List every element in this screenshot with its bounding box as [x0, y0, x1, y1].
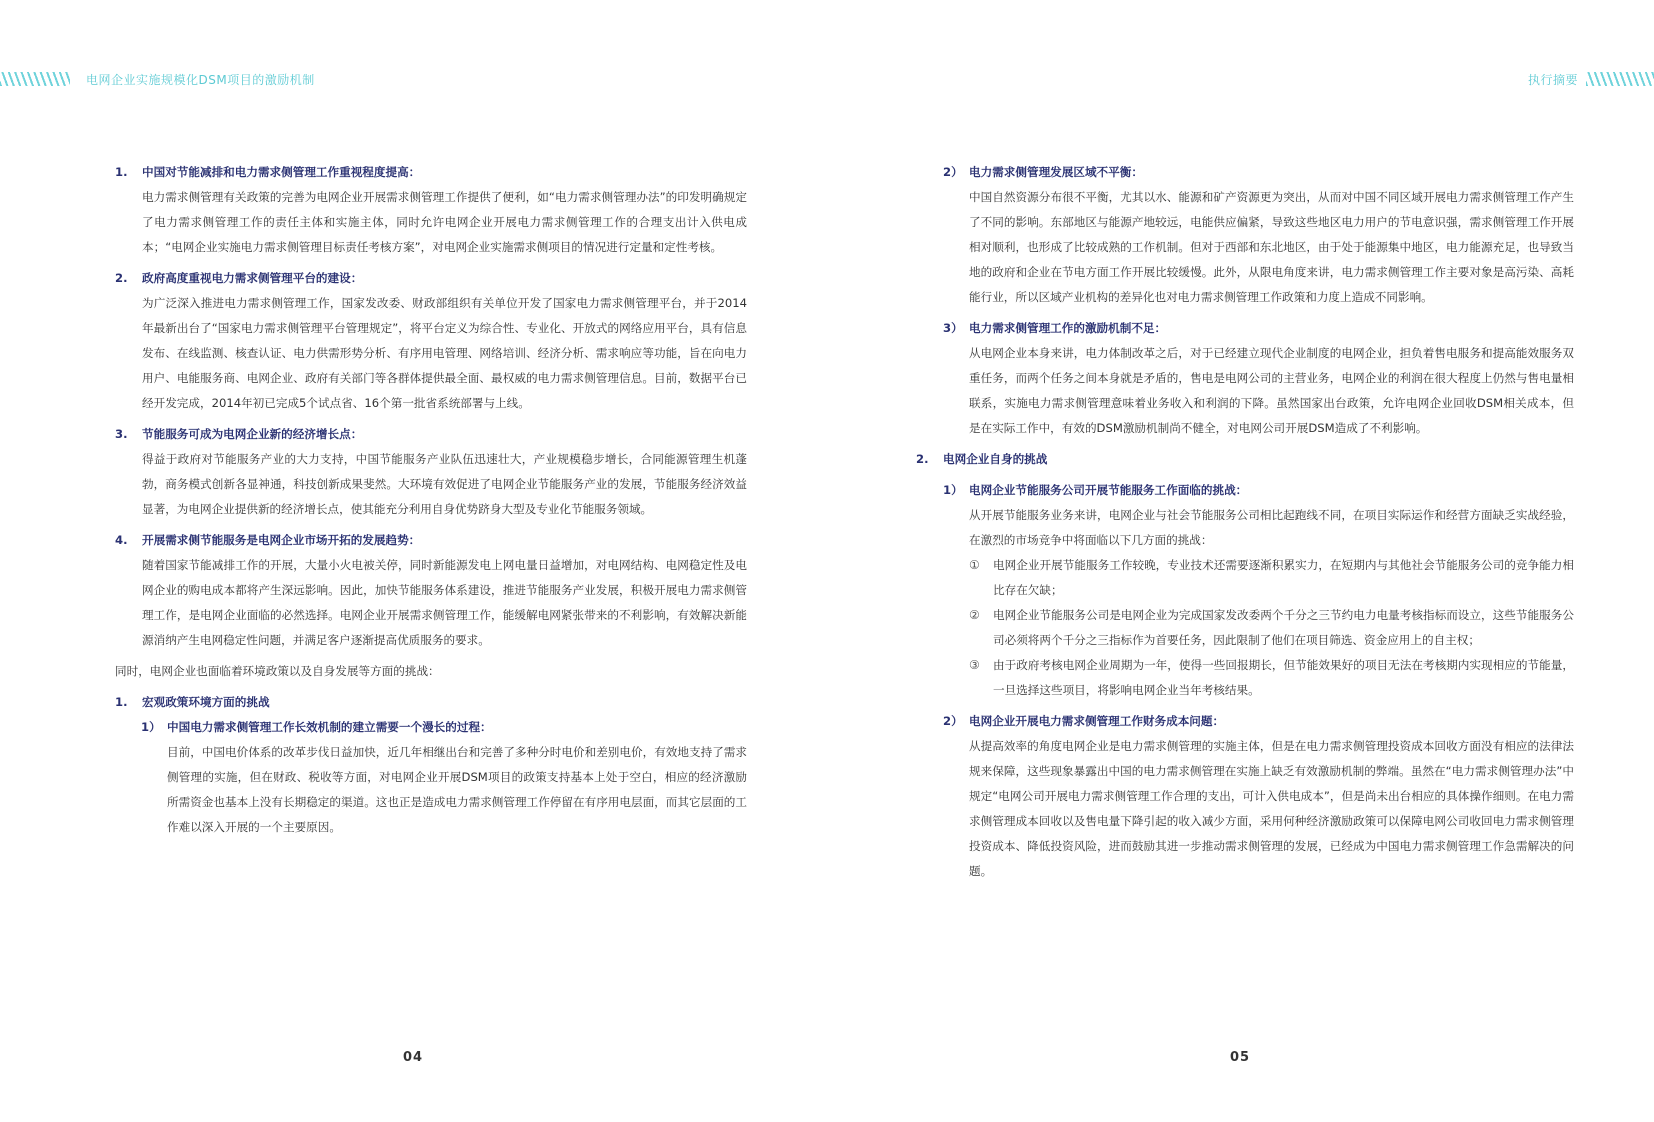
- subsection-body: 从电网企业本身来讲，电力体制改革之后，对于已经建立现代企业制度的电网企业，担负着售电服务和提高能效服务双重任务，而两个任务之间本身就是矛盾的，售电是电网公司的主营业务，电网企业的利润在很大程度上仍然与售电量相联系，实施电力需求侧管理意味着业务收入和利润的下降。虽然国家出台政策，允许电网企业回收DSM相关成本，但是在实际工作中，有效的DSM激励机制尚不健全，对电网公司开展DSM造成了不利影响。: [969, 346, 1574, 435]
- section-heading: [115, 266, 747, 291]
- header-stripe-left: [0, 72, 70, 86]
- list-item: [969, 603, 1574, 653]
- transition-paragraph: [115, 659, 747, 684]
- section-number: 3.: [115, 427, 128, 441]
- subsection-title: 电力需求侧管理工作的激励机制不足：: [969, 321, 1167, 335]
- subsection-body: 从开展节能服务业务来讲，电网企业与社会节能服务公司相比起跑线不同，在项目实际运作和经营方面缺乏实战经验，在激烈的市场竞争中将面临以下几方面的挑战：: [969, 508, 1574, 547]
- section-body: 为广泛深入推进电力需求侧管理工作，国家发改委、财政部组织有关单位开发了国家电力需求侧管理平台，并于2014年最新出台了“国家电力需求侧管理平台管理规定”，将平台定义为综合性、专业化、开放式的网络应用平台，具有信息发布、在线监测、核查认证、电力供需形势分析、有序用电管理、网络培训、经济分析、需求响应等功能，旨在向电力用户、电能服务商、电网企业、政府有关部门等各群体提供最全面、最权威的电力需求侧管理信息。目前，数据平台已经开发完成，2014年初已完成5个试点省、16个第一批省系统部署与上线。: [142, 296, 747, 410]
- challenge-2: [916, 447, 1574, 472]
- running-title-right: 执行摘要: [1527, 73, 1578, 87]
- subsection-heading: [943, 478, 1574, 503]
- subsection-body: 中国自然资源分布很不平衡，尤其以水、能源和矿产资源更为突出，从而对中国不同区域开展电力需求侧管理工作产生了不同的影响。东部地区与能源产地较远，电能供应偏紧，导致这些地区电力用户的节电意识强，需求侧管理工作开展相对顺利，也形成了比较成熟的工作机制。但对于西部和东北地区，由于处于能源集中地区，电力能源充足，也导致当地的政府和企业在节电方面工作开展比较缓慢。此外，从限电角度来讲，电力需求侧管理工作主要对象是高污染、高耗能行业，所以区域产业机构的差异化也对电力需求侧管理工作政策和力度上造成不同影响。: [969, 190, 1574, 304]
- subsection-body: 从提高效率的角度电网企业是电力需求侧管理的实施主体，但是在电力需求侧管理投资成本回收方面没有相应的法律法规来保障，这些现象暴露出中国的电力需求侧管理在实施上缺乏有效激励机制的弊端。虽然在“电力需求侧管理办法”中规定“电网公司开展电力需求侧管理工作合理的支出，可计入供电成本”，但是尚未出台相应的具体操作细则。在电力需求侧管理成本回收以及售电量下降引起的收入减少方面，采用何种经济激励政策可以保障电网公司收回电力需求侧管理投资成本、降低投资风险，进而鼓励其进一步推动需求侧管理的发展，已经成为中国电力需求侧管理工作急需解决的问题。: [969, 739, 1574, 878]
- subsection-title: 电网企业开展电力需求侧管理工作财务成本问题：: [969, 714, 1225, 728]
- challenge-title: 电网企业自身的挑战: [943, 452, 1048, 466]
- section-3: [115, 422, 747, 522]
- page-number-right: 05: [1230, 1050, 1251, 1065]
- subsection-2: [942, 160, 1574, 310]
- challenge-number: 1.: [115, 695, 128, 709]
- section-number: 2.: [115, 271, 128, 285]
- section-1: [115, 160, 747, 260]
- challenge-heading: [916, 447, 1574, 472]
- transition-text: 同时，电网企业也面临着环境政策以及自身发展等方面的挑战：: [115, 664, 440, 678]
- challenge-1: [115, 690, 747, 840]
- left-page-column: [115, 160, 747, 846]
- section-title: 节能服务可成为电网企业新的经济增长点：: [142, 427, 363, 441]
- section-heading: [115, 528, 747, 553]
- section-heading: [115, 160, 747, 185]
- list-marker: ①: [969, 558, 980, 572]
- challenge-2-subsection-2: [942, 709, 1574, 884]
- subsection-heading: [943, 160, 1574, 185]
- subsection-number: 3）: [943, 321, 963, 335]
- section-heading: [115, 422, 747, 447]
- running-title-left: 电网企业实施规模化DSM项目的激励机制: [86, 73, 315, 87]
- page-number-left: 04: [403, 1050, 424, 1065]
- section-number: 4.: [115, 533, 128, 547]
- list-marker: ②: [969, 608, 980, 622]
- challenge-heading: [115, 690, 747, 715]
- list-item-text: 由于政府考核电网企业周期为一年，使得一些回报期长，但节能效果好的项目无法在考核期内实现相应的节能量，一旦选择这些项目，将影响电网企业当年考核结果。: [993, 658, 1574, 697]
- challenge-title: 宏观政策环境方面的挑战: [142, 695, 270, 709]
- subsection-body: 目前，中国电价体系的改革步伐日益加快，近几年相继出台和完善了多种分时电价和差别电价，有效地支持了需求侧管理的实施，但在财政、税收等方面，对电网企业开展DSM项目的政策支持基本上处于空白，相应的经济激励所需资金也基本上没有长期稳定的渠道。这也正是造成电力需求侧管理工作停留在有序用电层面，而其它层面的工作难以深入开展的一个主要原因。: [167, 745, 747, 834]
- subsection-title: 电力需求侧管理发展区域不平衡：: [969, 165, 1143, 179]
- subsection-heading: [943, 316, 1574, 341]
- list-item: [969, 653, 1574, 703]
- section-title: 中国对节能减排和电力需求侧管理工作重视程度提高：: [142, 165, 421, 179]
- section-body: 电力需求侧管理有关政策的完善为电网企业开展需求侧管理工作提供了便利，如“电力需求侧管理办法”的印发明确规定了电力需求侧管理工作的责任主体和实施主体，同时允许电网企业开展电力需求侧管理工作的合理支出计入供电成本；“电网企业实施电力需求侧管理目标责任考核方案”，对电网企业实施需求侧项目的情况进行定量和定性考核。: [142, 190, 747, 254]
- subsection-number: 2）: [943, 165, 963, 179]
- subsection-number: 1）: [943, 483, 963, 497]
- section-2: [115, 266, 747, 416]
- subsection-3: [942, 316, 1574, 441]
- subsection-heading: [141, 715, 747, 740]
- section-title: 政府高度重视电力需求侧管理平台的建设：: [142, 271, 363, 285]
- list-marker: ③: [969, 658, 980, 672]
- list-item: [969, 553, 1574, 603]
- section-body: 随着国家节能减排工作的开展，大量小火电被关停，同时新能源发电上网电量日益增加，对电网结构、电网稳定性及电网企业的购电成本都将产生深远影响。因此，加快节能服务体系建设，推进节能服务产业发展，积极开展电力需求侧管理工作，是电网企业面临的必然选择。电网企业开展需求侧管理工作，能缓解电网紧张带来的不利影响，有效解决新能源消纳产生电网稳定性问题，并满足客户逐渐提高优质服务的要求。: [142, 558, 747, 647]
- header-stripe-right: [1586, 72, 1654, 86]
- section-number: 1.: [115, 165, 128, 179]
- subsection-title: 中国电力需求侧管理工作长效机制的建立需要一个漫长的过程：: [167, 720, 492, 734]
- subsection-title: 电网企业节能服务公司开展节能服务工作面临的挑战：: [969, 483, 1248, 497]
- challenge-number: 2.: [916, 452, 929, 466]
- section-title: 开展需求侧节能服务是电网企业市场开拓的发展趋势：: [142, 533, 421, 547]
- challenge-2-subsection-1: [942, 478, 1574, 703]
- section-4: [115, 528, 747, 653]
- list-item-text: 电网企业开展节能服务工作较晚，专业技术还需要逐渐积累实力，在短期内与其他社会节能服务公司的竞争能力相比存在欠缺；: [993, 558, 1574, 597]
- list-item-text: 电网企业节能服务公司是电网企业为完成国家发改委两个千分之三节约电力电量考核指标而设立，这些节能服务公司必须将两个千分之三指标作为首要任务，因此限制了他们在项目筛选、资金应用上的自主权；: [993, 608, 1574, 647]
- subsection-heading: [943, 709, 1574, 734]
- subsection-number: 2）: [943, 714, 963, 728]
- section-body: 得益于政府对节能服务产业的大力支持，中国节能服务产业队伍迅速壮大，产业规模稳步增长，合同能源管理生机蓬勃，商务模式创新各显神通，科技创新成果斐然。大环境有效促进了电网企业节能服务产业的发展，节能服务经济效益显著，为电网企业提供新的经济增长点，使其能充分利用自身优势跻身大型及专业化节能服务领域。: [142, 452, 747, 516]
- right-page-column: [916, 160, 1574, 890]
- subsection-number: 1）: [141, 720, 161, 734]
